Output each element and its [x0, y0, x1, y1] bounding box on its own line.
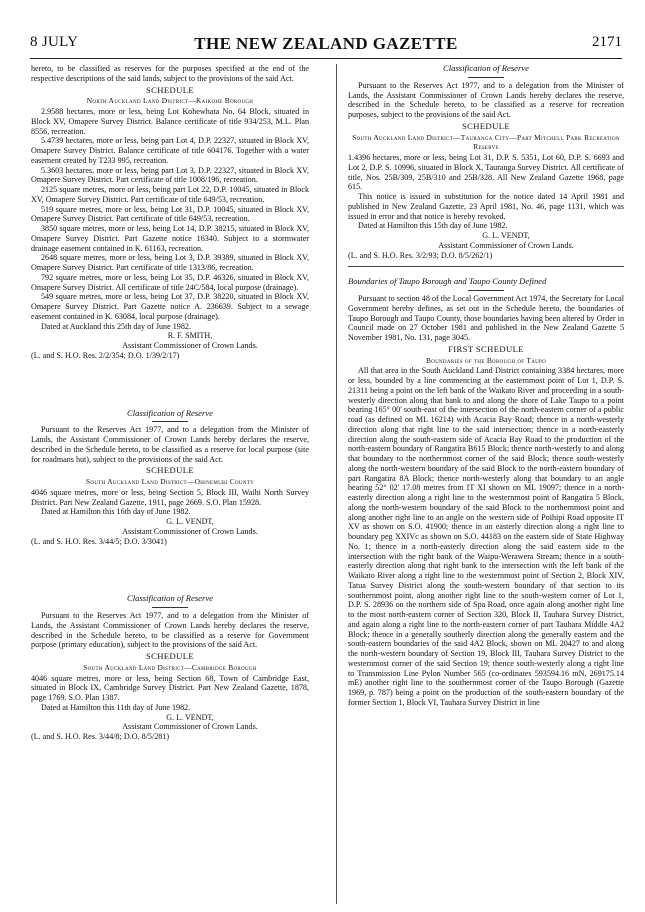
signer-name: G. L. VENDT, [166, 712, 214, 722]
schedule-district: North Auckland Land District—Kaikohe Borough [86, 96, 254, 106]
schedule-item: 4046 square metres, more or less, being Section 5, Block III, Waihi North Survey District. Part New Zealand Gazette, 1911, page 2669. S.O. Plan 15928. [31, 487, 309, 507]
notice-body: Pursuant to the Reserves Act 1977, and to a delegation from the Minister of Lands, the Assistant Commissioner of Crown Lands hereby declares the reserve, described in the Schedule hereto, to be classified as a reserve for recreation purposes, subject to the provisions of the said Act. [348, 80, 624, 119]
reference-line: (L. and S. H.O. Res. 2/2/354; D.O. 1/39/2/17) [31, 350, 180, 360]
notice-title: Classification of Reserve [443, 64, 529, 73]
schedule-item: 1.4396 hectares, more or less, being Lot 31, D.P. S. 5351, Lot 60, D.P. S. 6693 and Lot 2, D.P. S. 10996, situated in Block X, Tauranga Survey District. All certificate of title, Nos. 25B/309, 25B/310 and 25B/328. All New Zealand Gazette 1968, page 615. [348, 153, 624, 192]
notice-body: Pursuant to section 48 of the Local Government Act 1974, the Secretary for Local Government hereby defines, as set out in the Schedule hereto, the boundaries of Taupo Borough and Taupo County, those boundaries having been altered by Order in Council made on 27 October 1981 and published in the New Zealand Gazette 5 November 1981, No. 131, page 3045. [348, 294, 624, 342]
header-title: THE NEW ZEALAND GAZETTE [194, 34, 458, 53]
schedule-item: 4046 square metres, more or less, being Section 68, Town of Cambridge East, situated in Block IX, Cambridge Survey District. Part New Zealand Gazette, 1878, page 1769. S.O. Plan 1387. [31, 673, 309, 702]
column-divider [336, 64, 337, 904]
schedule-heading: FIRST SCHEDULE [448, 343, 524, 354]
signer-name: G. L. VENDT, [482, 231, 530, 240]
schedule-district: South Auckland Land District—Tauranga City—Part Mitchell Park Recreation Reserve [352, 132, 620, 152]
header-rule [30, 58, 622, 59]
notice-title: Classification of Reserve [127, 593, 213, 604]
left-column [31, 64, 309, 904]
notice-body: Pursuant to the Reserves Act 1977, and to a delegation from the Minister of Lands, the Assistant Commissioner of Crown Lands hereby declares the reserve, described in the Schedule hereto, to be classified as a reserve for local purpose (site for roadmans hut), subject to the provisions of the said Act. [31, 425, 309, 464]
schedule-heading: SCHEDULE [145, 84, 195, 95]
schedule-heading: SCHEDULE [145, 465, 195, 476]
schedule-item: 2648 square metres, more or less, being Lot 3, D.P. 39389, situated in Block XV, Omapere Survey District. Part certificate of title 1313/86, recreation. [31, 253, 309, 272]
right-column [348, 64, 624, 904]
title-rule [468, 290, 504, 291]
notice-title: Classification of Reserve [127, 407, 213, 418]
schedule-district: South Auckland Land District—Ohinemuri County [86, 477, 254, 486]
title-rule [152, 421, 188, 422]
reference-line: (L. and S. H.O. Res. 3/2/93; D.O. 8/5/262/1) [348, 250, 493, 260]
intro-paragraph: hereto, to be classified as reserves for the purposes specified at the end of the respective descriptions of the said lands, subject to the provisions of the said Act. [31, 64, 309, 83]
page-header [30, 34, 622, 58]
schedule-item: 2.9588 hectares, more or less, being Lot Kohewhata No. 64 Block, situated in Block XV, Omapere Survey District. Balance certificate of title 934/253, M.L. Plan 8556, recreation. [31, 107, 309, 136]
notice-note: This notice is issued in substitution for the notice dated 14 April 1981 and published in New Zealand Gazette, 23 April 1981, No. 46, page 1131, which was issued in error and that notice is hereby revoked. [348, 192, 624, 221]
notice-body: Pursuant to the Reserves Act 1977, and to a delegation from the Minister of Lands, the Assistant Commissioner of Crown Lands hereby declares the reserve, described in the Schedule hereto, to be classified as a reserve for Government purpose (primary education), subject to the provisions of the said Act. [31, 611, 309, 650]
notice-title: Boundaries of Taupo Borough and Taupo County Defined [348, 276, 547, 287]
boundary-description: All that area in the South Auckland Land District containing 3384 hectares, more or less, bounded by a line commencing at the easternmost point of Lot 1, D.P. S. 21311 being a point on the left bank of the Waikato River and proceeding in a south-westerly direction along that bank to and along the shore of Lake Taupo to a point bearing 165° 00' south-east of the intersection of the north-eastern corner of a public road (as defined on ML 16214) with Acacia Bay Road; thence in a north-westerly direction along that right line to the said intersection; thence in a north-easterly direction along the south-eastern side of Acacia Bay Road to the production of the north-eastern boundary of Rangatira B615 Block; thence north-westerly to and along that boundary to the northernmost corner of the said Block; thence south-westerly along the north-western boundary of the said Block to the north-eastern boundary of part Rangatira 8A Block; thence north-westerly along that boundary to an angle bearing 52° 02' 17.08 metres from IT XI shown on ML 19097; thence in a north-easterly direction along a right line to the westernmost point of Rangatira 5 Block, along the north-western boundary of the said Block to the northernmost point and along another right line to an angle on the western side of Poihipi Road opposite IT XV as shown on S.O. 41900; thence in an easterly direction along a right line to boundary peg XXIVc as shown on S.O. 44183 on the eastern side of State Highway No. 1; thence in a north-easterly direction along the said eastern side to the intersection with the right bank of the Waipu-Werawera Stream; thence in a south-easterly direction along that right bank to the intersection with the left bank of the Waikato River along a right line to the westernmost point of Section 2, Block XIV, Tatua Survey District along the south-western boundary of that section to its southernmost point, along another right line to the south-western corner of Lot 1, D.P. S. 28936 on the northern side of Spa Road, once again along another right line to the most north-eastern corner of Section 320, Block II, Tauhara Survey District, and again along a right line to the north-eastern corner of part Tauhara Middle 4A2 Block; thence in a generally southerly direction along the generally eastern and the south-eastern boundaries of the said 4A2 Block, shown on ML 20427 to and along the north-western boundary of Section 19, Block III, Tauhara Survey District to the westernmost corner of the said Section 19; thence south-westerly along a right line to Transmission Line Pylon Number 565 (co-ordinates 593594.16 mN, 269175.14 mE) another right line to the southernmost corner of the Taupo Borough (Gazette 1969, p. 787) being a point on the production of the south-eastern boundary of the former Section 1, Block VI, Tauhara Survey District in line [348, 366, 624, 707]
signer-name: R. F. SMITH, [167, 331, 213, 341]
reference-line: (L. and S. H.O. Res. 3/44/5; D.O. 3/3041) [31, 536, 167, 546]
header-date: 8 JULY [30, 34, 79, 50]
dated-line: Dated at Auckland this 25th day of June 1982. [41, 321, 191, 331]
schedule-item: 3850 square metres, more or less, being Lot 14, D.P. 38215, situated in Block XV, Omapere Survey District. Part Gazette notice 16340. Subject to a stormwater drainage easement contained in K. 61163, recreation. [31, 224, 309, 253]
header-page-number: 2171 [592, 34, 622, 50]
schedule-subheading: Boundaries of the Borough of Taupo [425, 355, 547, 365]
dated-line: Dated at Hamilton this 16th day of June 1982. [41, 507, 191, 517]
schedule-item: 5.3603 hectares, more or less, being part Lot 3, D.P. 22327, situated in Block XV, Omapere Survey District. Part certificate of title 1008/196, recreation. [31, 165, 309, 185]
schedule-district: South Auckland Land District—Cambridge Borough [83, 662, 257, 672]
title-rule [152, 607, 188, 608]
signer-name: G. L. VENDT, [166, 517, 214, 526]
signer-role: Assistant Commissioner of Crown Lands. [122, 526, 258, 536]
schedule-item: 792 square metres, more or less, being Lot 35, D.P. 46326, situated in Block XV, Omapere Survey District. All certificate of title 24C/584, local purpose (drainage). [31, 272, 309, 292]
reference-line: (L. and S. H.O. Res. 3/44/8; D.O. 8/5/281) [31, 732, 170, 741]
section-rule [348, 266, 624, 267]
schedule-item: 519 square metres, more or less, being Lot 31, D.P. 10045, situated in Block XV, Omapere Survey District. Part certificate of title 649/53, recreation. [31, 204, 309, 224]
schedule-item: 5.4739 hectares, more or less, being part Lot 4, D.P. 22327, situated in Block XV, Omapere Survey District. Balance certificate of title 604176. Together with a water easement created by T233 995, recreation. [31, 136, 309, 165]
signer-role: Assistant Commissioner of Crown Lands. [122, 341, 258, 350]
dated-line: Dated at Hamilton this 11th day of June 1982. [41, 702, 191, 712]
schedule-heading: SCHEDULE [461, 120, 511, 131]
schedule-item: 2125 square metres, more or less, being part Lot 22, D.P. 10045, situated in Block XV, Omapere Survey District. Part certificate of title 649/53, recreation. [31, 185, 309, 204]
schedule-item: 549 square metres, more or less, being Lot 37, D.P. 38220, situated in Block XV, Omapere Survey District. Part Gazette notice A. 236639. Subject to a sewage easement contained in K. 63084, local purpose (drainage). [31, 292, 309, 321]
schedule-heading: SCHEDULE [145, 651, 195, 661]
title-rule [468, 77, 504, 78]
dated-line: Dated at Hamilton this 15th day of June 1982. [358, 221, 508, 231]
signer-role: Assistant Commissioner of Crown Lands. [122, 722, 258, 732]
signer-role: Assistant Commissioner of Crown Lands. [438, 240, 574, 250]
